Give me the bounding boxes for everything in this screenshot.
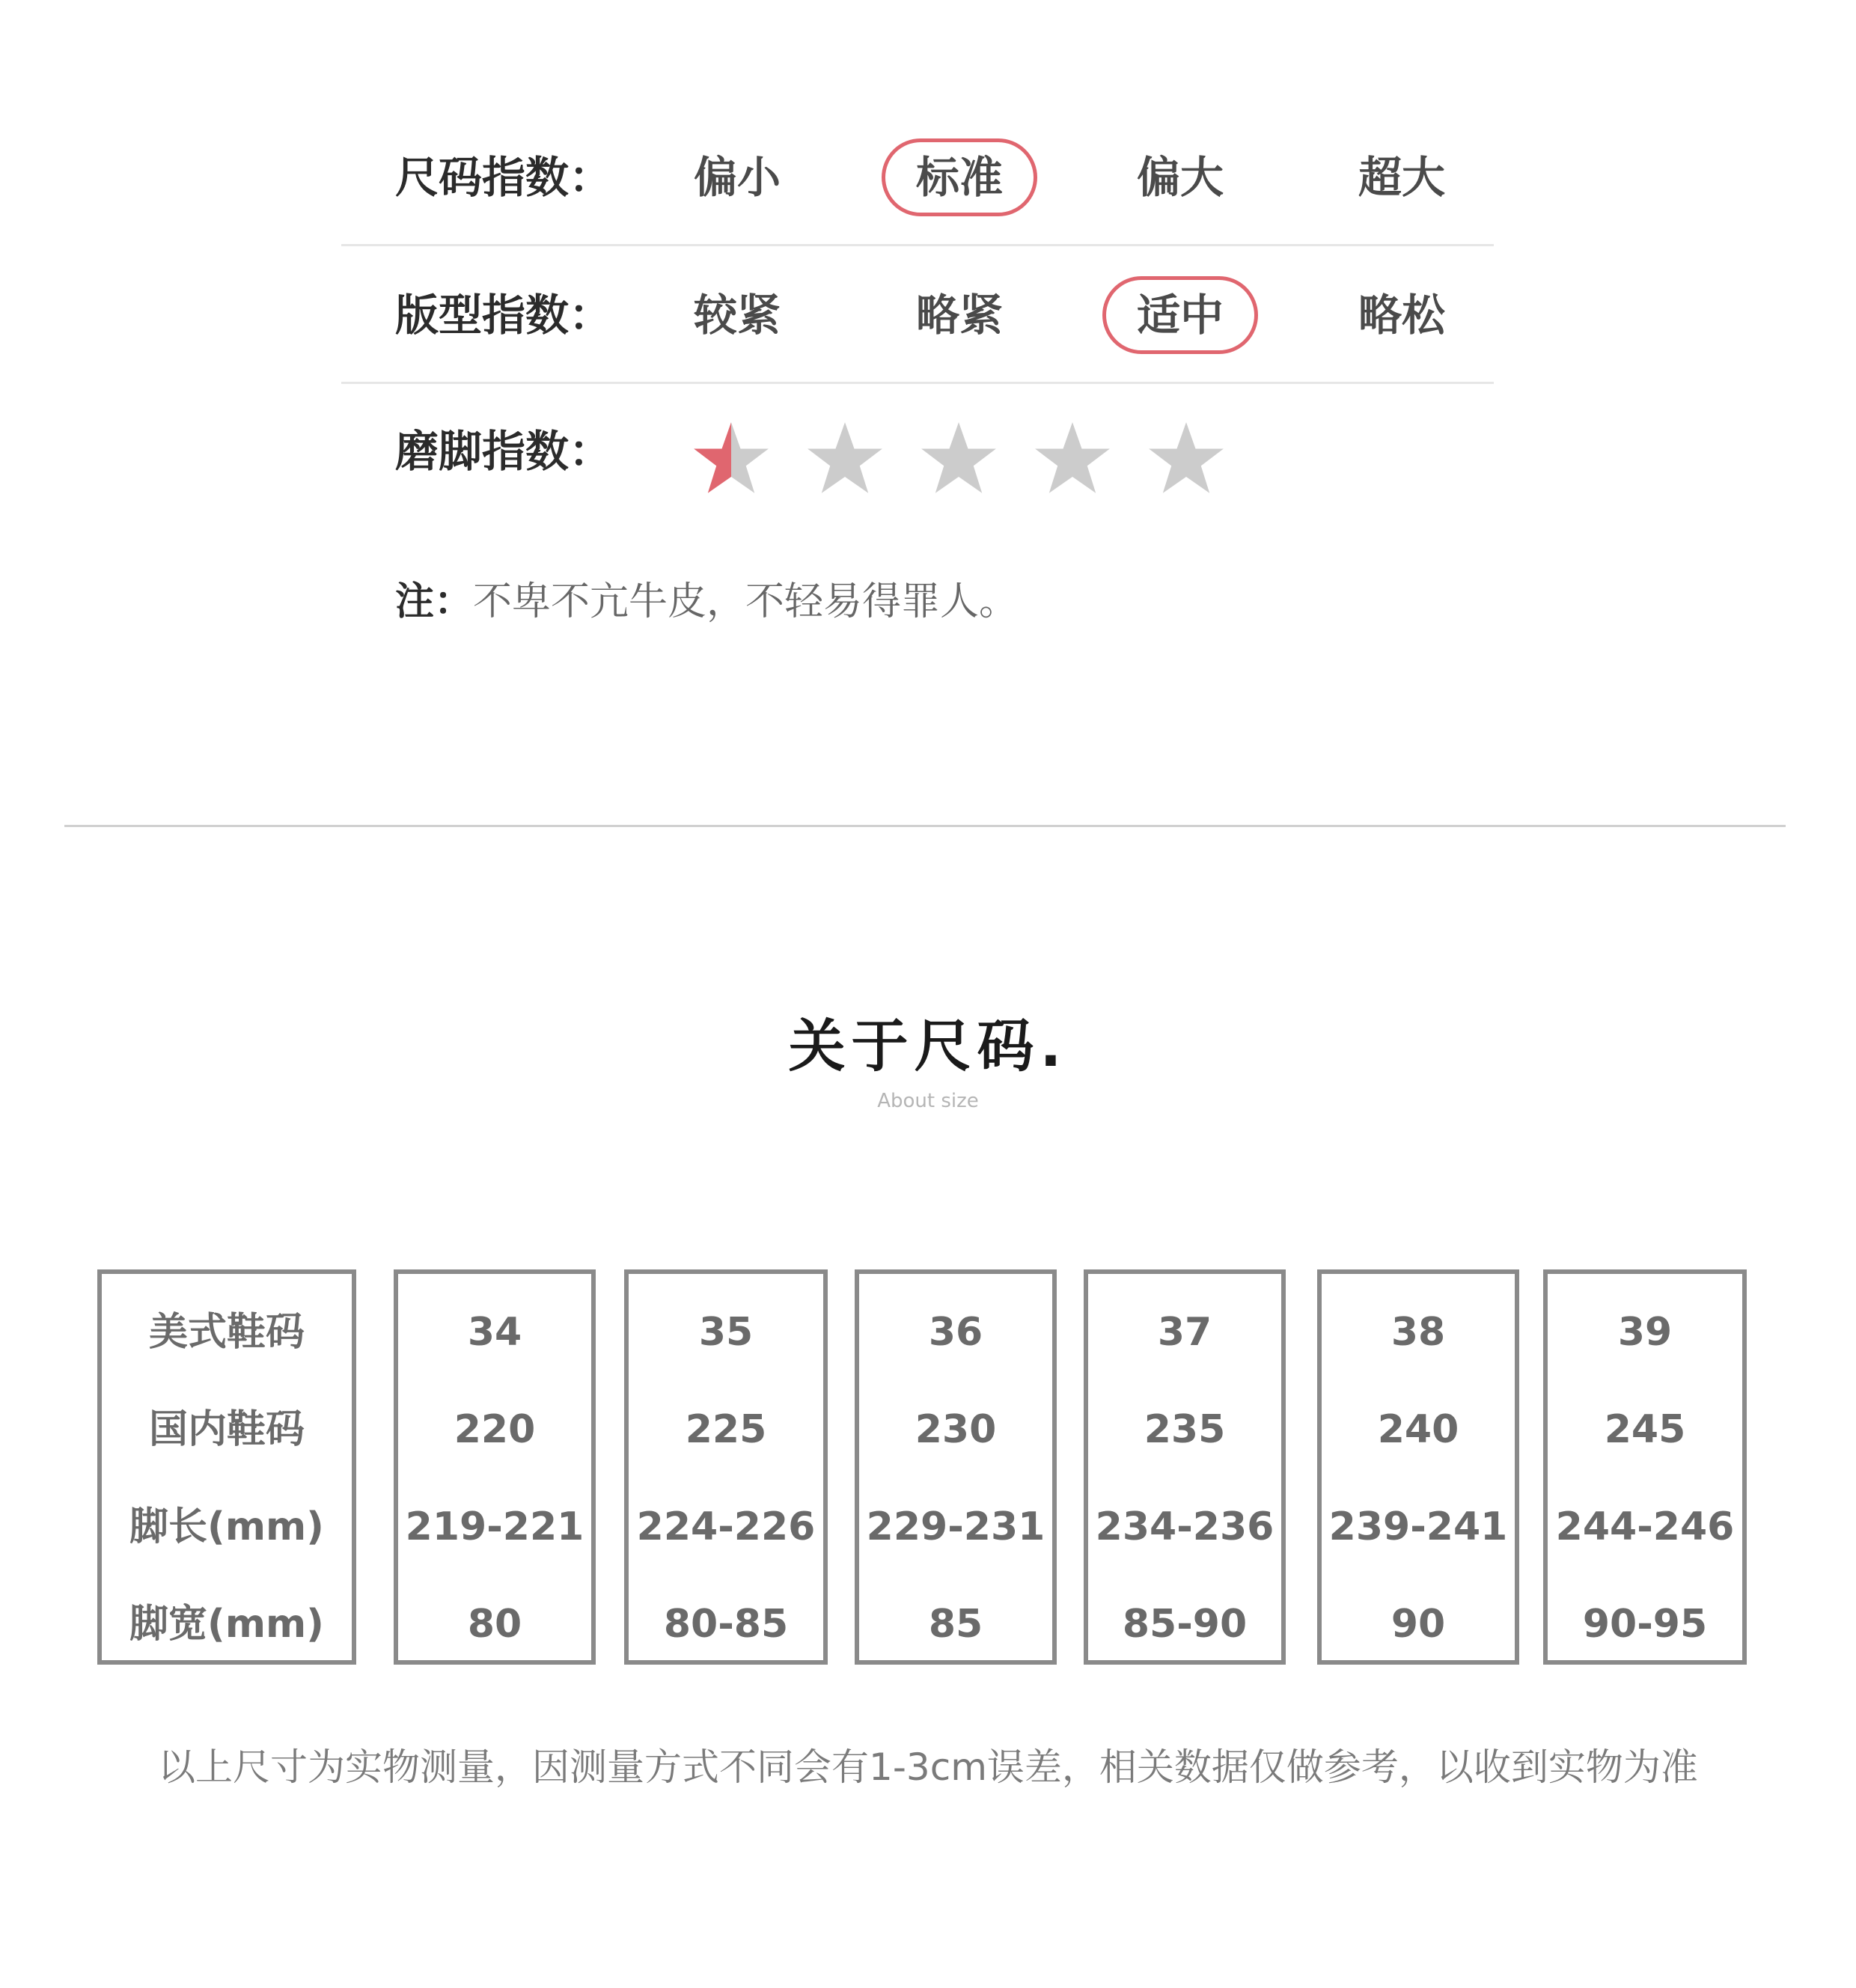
cell-foot-width: 90-95 bbox=[1582, 1602, 1708, 1647]
cell-foot-length: 224-226 bbox=[636, 1504, 816, 1549]
cell-cn-size: 230 bbox=[915, 1407, 997, 1452]
section-title: 关于尺码. bbox=[788, 1013, 1068, 1079]
row-header-cn-size: 国内鞋码 bbox=[148, 1407, 305, 1452]
star-icon bbox=[1147, 419, 1225, 497]
note-text: 不卑不亢牛皮，不轻易得罪人。 bbox=[473, 579, 1019, 624]
size-column bbox=[1084, 1269, 1286, 1665]
cell-foot-width: 85 bbox=[928, 1602, 983, 1647]
size-table-header-column bbox=[97, 1269, 356, 1665]
size-column bbox=[1317, 1269, 1519, 1665]
note bbox=[395, 579, 1019, 624]
cell-cn-size: 235 bbox=[1144, 1407, 1226, 1452]
size-index-label: 尺码指数： bbox=[395, 152, 613, 203]
fit-option-slightly-tight: 略紧 bbox=[915, 290, 1003, 341]
cell-us-size: 38 bbox=[1391, 1310, 1446, 1355]
size-option-standard: 标准 bbox=[882, 138, 1037, 216]
cell-us-size: 36 bbox=[928, 1310, 983, 1355]
size-column bbox=[394, 1269, 596, 1665]
section-subtitle: About size bbox=[877, 1090, 979, 1112]
cell-cn-size: 245 bbox=[1604, 1407, 1686, 1452]
size-option-small: 偏小 bbox=[693, 152, 781, 203]
star-icon bbox=[920, 419, 998, 497]
size-option-large: 偏大 bbox=[1136, 152, 1224, 203]
cell-cn-size: 220 bbox=[454, 1407, 536, 1452]
star-icon bbox=[1034, 419, 1111, 497]
cell-foot-length: 244-246 bbox=[1555, 1504, 1735, 1549]
note-label: 注： bbox=[395, 579, 474, 624]
cell-us-size: 34 bbox=[467, 1310, 522, 1355]
cell-us-size: 39 bbox=[1617, 1310, 1673, 1355]
cell-us-size: 35 bbox=[698, 1310, 754, 1355]
star-icon bbox=[692, 419, 770, 497]
cell-foot-length: 239-241 bbox=[1328, 1504, 1508, 1549]
row-divider bbox=[341, 244, 1494, 246]
cell-cn-size: 225 bbox=[685, 1407, 767, 1452]
fit-option-tight: 较紧 bbox=[693, 290, 781, 341]
size-column bbox=[855, 1269, 1057, 1665]
measurement-footnote: 以上尺寸为实物测量，因测量方式不同会有1-3cm误差，相关数据仅做参考，以收到实物为准 bbox=[158, 1745, 1698, 1789]
row-divider bbox=[341, 382, 1494, 384]
cell-foot-length: 219-221 bbox=[405, 1504, 584, 1549]
cell-foot-width: 80 bbox=[467, 1602, 522, 1647]
fit-option-slightly-loose: 略松 bbox=[1358, 290, 1445, 341]
rub-index-label: 磨脚指数： bbox=[395, 426, 613, 477]
row-header-foot-width: 脚宽(mm) bbox=[129, 1602, 324, 1647]
size-option-xlarge: 超大 bbox=[1358, 152, 1445, 203]
fit-option-regular: 适中 bbox=[1102, 276, 1258, 354]
star-icon bbox=[806, 419, 884, 497]
size-column bbox=[624, 1269, 828, 1665]
row-header-us-size: 美式鞋码 bbox=[148, 1310, 305, 1355]
fit-index-label: 版型指数： bbox=[395, 290, 613, 341]
cell-foot-length: 234-236 bbox=[1095, 1504, 1275, 1549]
cell-cn-size: 240 bbox=[1377, 1407, 1459, 1452]
rating-stars bbox=[692, 419, 1225, 501]
section-divider bbox=[64, 825, 1786, 827]
cell-foot-width: 90 bbox=[1391, 1602, 1446, 1647]
row-header-foot-length: 脚长(mm) bbox=[129, 1504, 324, 1549]
cell-foot-width: 85-90 bbox=[1122, 1602, 1248, 1647]
cell-foot-length: 229-231 bbox=[866, 1504, 1045, 1549]
size-column bbox=[1543, 1269, 1747, 1665]
cell-foot-width: 80-85 bbox=[663, 1602, 789, 1647]
cell-us-size: 37 bbox=[1157, 1310, 1212, 1355]
